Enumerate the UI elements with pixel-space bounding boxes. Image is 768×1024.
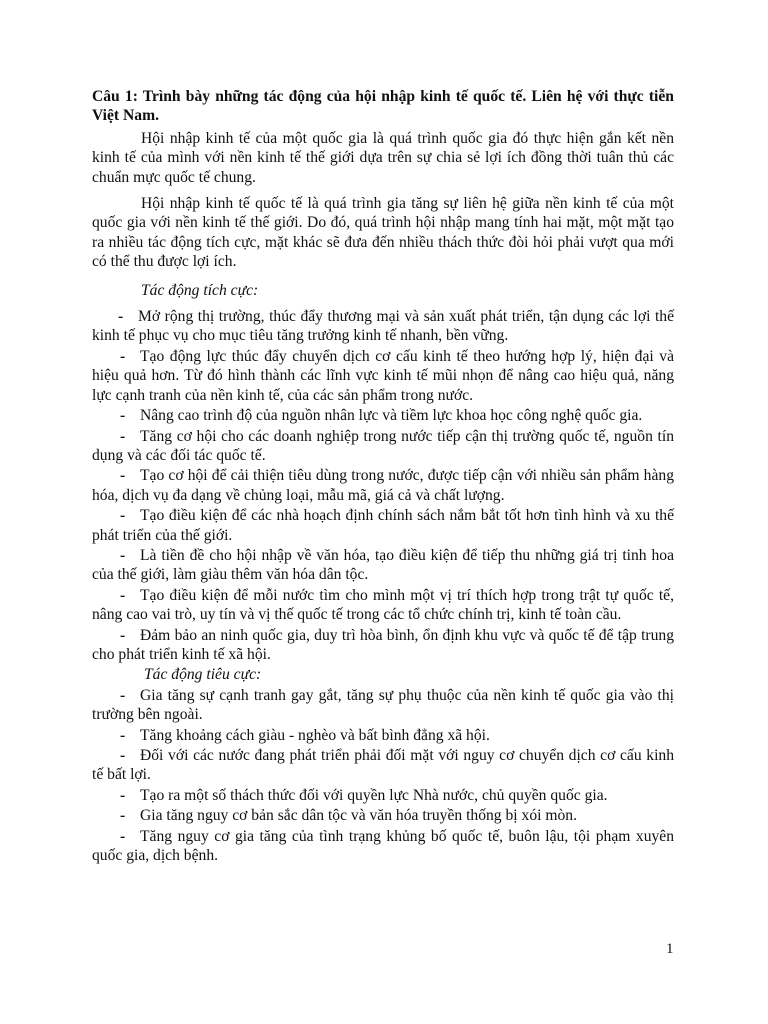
list-item bbox=[92, 347, 674, 405]
list-item bbox=[92, 546, 674, 585]
list-item bbox=[92, 307, 674, 346]
list-item-text: Tạo điều kiện để các nhà hoạch định chính sách nắm bắt tốt hơn tình hình và xu thế phát triển của thế giới. bbox=[92, 507, 674, 544]
list-item-text: Tăng khoảng cách giàu - nghèo và bất bình đẳng xã hội. bbox=[140, 726, 490, 744]
list-item-text: Tạo cơ hội để cải thiện tiêu dùng trong nước, được tiếp cận với nhiều sản phẩm hàng hóa, dịch vụ đa dạng về chủng loại, mẫu mã, giá cả và chất lượng. bbox=[92, 467, 674, 504]
list-item bbox=[92, 406, 674, 425]
list-item bbox=[92, 586, 674, 625]
bullet-dash: - bbox=[120, 686, 126, 704]
bullet-dash: - bbox=[120, 726, 126, 744]
list-item-text: Nâng cao trình độ của nguồn nhân lực và tiềm lực khoa học công nghệ quốc gia. bbox=[140, 407, 643, 425]
list-item-text: Đảm bảo an ninh quốc gia, duy trì hòa bình, ổn định khu vực và quốc tế để tập trung cho phát triển kinh tế xã hội. bbox=[92, 626, 674, 663]
list-item-text: Gia tăng sự cạnh tranh gay gắt, tăng sự phụ thuộc của nền kinh tế quốc gia vào thị trường bên ngoài. bbox=[92, 686, 674, 724]
bullet-dash: - bbox=[120, 807, 126, 825]
list-item-text: Tăng cơ hội cho các doanh nghiệp trong nước tiếp cận thị trường quốc tế, nguồn tín dụng và các đối tác quốc tế. bbox=[92, 427, 674, 464]
list-item bbox=[92, 626, 674, 665]
bullet-dash: - bbox=[120, 407, 126, 425]
list-item-text: Tạo điều kiện để mỗi nước tìm cho mình một vị trí thích hợp trong trật tự quốc tế, nâng cao vai trò, uy tín và vị thế quốc tế trong các tổ chức chính trị, kinh tế toàn cầu. bbox=[92, 586, 674, 624]
list-item-text: Tăng nguy cơ gia tăng của tình trạng khủng bố quốc tế, buôn lậu, tội phạm xuyên quốc gia, dịch bệnh. bbox=[92, 827, 674, 865]
list-item bbox=[92, 806, 674, 825]
list-item-text: Đối với các nước đang phát triển phải đối mặt với nguy cơ chuyển dịch cơ cấu kinh tế bất lợi. bbox=[92, 747, 674, 784]
list-item-text: Là tiền đề cho hội nhập về văn hóa, tạo điều kiện để tiếp thu những giá trị tinh hoa của thế giới, làm giàu thêm văn hóa dân tộc. bbox=[92, 546, 674, 584]
list-item-text: Gia tăng nguy cơ bản sắc dân tộc và văn hóa truyền thống bị xói mòn. bbox=[140, 807, 577, 825]
list-item bbox=[92, 746, 674, 785]
list-item-text: Tạo ra một số thách thức đối với quyền lực Nhà nước, chủ quyền quốc gia. bbox=[140, 786, 608, 804]
negative-impacts-title: Tác động tiêu cực: bbox=[144, 666, 262, 684]
bullet-dash: - bbox=[120, 747, 126, 764]
bullet-dash: - bbox=[118, 308, 124, 326]
list-item bbox=[92, 786, 674, 805]
list-item bbox=[92, 506, 674, 545]
positive-impacts-title: Tác động tích cực: bbox=[141, 281, 259, 299]
question-heading: Câu 1: Trình bày những tác động của hội nhập kinh tế quốc tế. Liên hệ với thực tiễn Việt Nam. bbox=[92, 88, 674, 125]
negative-impacts-list bbox=[92, 686, 674, 866]
intro-paragraph-2: Hội nhập kinh tế quốc tế là quá trình gia tăng sự liên hệ giữa nền kinh tế của một quốc gia với nền kinh tế thế giới. Do đó, quá trình hội nhập mang tính hai mặt, một mặt tạo ra nhiều tác động tích cực, mặt khác sẽ đưa đến nhiều thách thức đòi hỏi phải vượt qua mới có thể thu được lợi ích. bbox=[92, 195, 674, 271]
bullet-dash: - bbox=[120, 586, 126, 604]
intro-paragraph-1: Hội nhập kinh tế của một quốc gia là quá trình quốc gia đó thực hiện gắn kết nền kinh tế của mình với nền kinh tế thế giới dựa trên sự chia sẻ lợi ích đồng thời tuân thủ các chuẩn mực quốc tế chung. bbox=[92, 129, 674, 186]
list-item-text: Tạo động lực thúc đẩy chuyển dịch cơ cấu kinh tế theo hướng hợp lý, hiện đại và hiệu quả hơn. Từ đó hình thành các lĩnh vực kinh tế mũi nhọn để nâng cao hiệu quả, năng lực cạnh tranh của nền kinh tế, của các sản phẩm trong nước. bbox=[92, 347, 674, 404]
bullet-dash: - bbox=[120, 626, 126, 644]
bullet-dash: - bbox=[120, 427, 126, 445]
bullet-dash: - bbox=[120, 827, 126, 845]
page-number: 1 bbox=[666, 941, 674, 957]
list-item bbox=[92, 427, 674, 466]
list-item bbox=[92, 726, 674, 745]
bullet-dash: - bbox=[120, 546, 126, 564]
list-item bbox=[92, 686, 674, 725]
bullet-dash: - bbox=[120, 507, 126, 525]
bullet-dash: - bbox=[120, 786, 126, 804]
list-item bbox=[92, 466, 674, 505]
bullet-dash: - bbox=[120, 467, 126, 485]
document-page bbox=[92, 87, 674, 866]
positive-impacts-list bbox=[92, 307, 674, 664]
list-item bbox=[92, 827, 674, 866]
bullet-dash: - bbox=[120, 347, 126, 365]
list-item-text: Mở rộng thị trường, thúc đẩy thương mại và sản xuất phát triển, tận dụng các lợi thế kinh tế phục vụ cho mục tiêu tăng trưởng kinh tế nhanh, bền vững. bbox=[92, 308, 674, 345]
